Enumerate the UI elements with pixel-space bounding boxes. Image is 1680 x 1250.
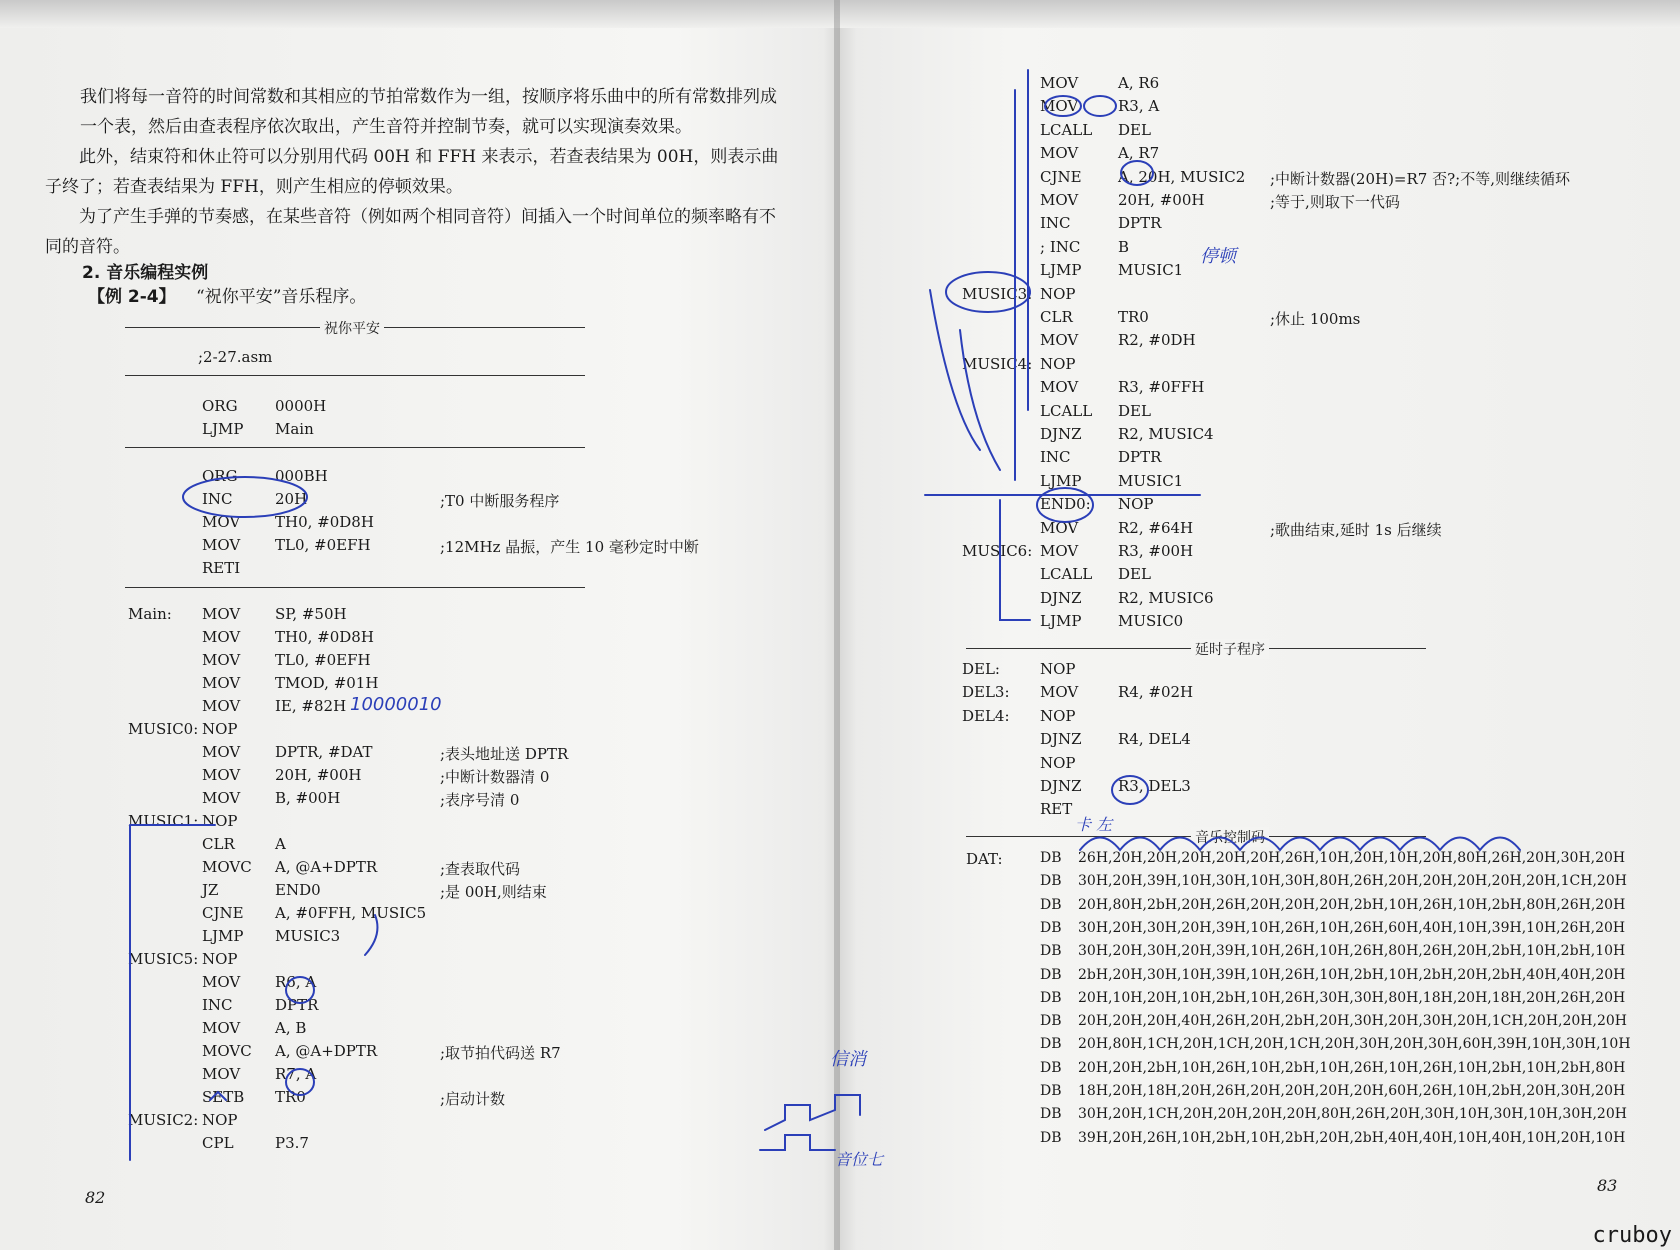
line-instruction: DJNZ (1040, 730, 1082, 749)
line-instruction: INC (202, 996, 233, 1014)
db-values: 2bH,20H,30H,10H,39H,10H,26H,10H,2bH,10H,2bH,20H,2bH,40H,40H,20H (1078, 966, 1626, 983)
line-instruction: MOV (202, 743, 241, 761)
line-label: DEL4: (962, 706, 1010, 725)
line-operand: 20H, #00H (1118, 191, 1205, 209)
right-page (840, 0, 1680, 1250)
line-operand: MUSIC0 (1118, 612, 1184, 631)
db-values: 20H,80H,2bH,20H,26H,20H,20H,20H,2bH,10H,26H,10H,2bH,80H,26H,20H (1078, 896, 1626, 913)
line-instruction: MOV (202, 1065, 241, 1083)
line-instruction: LJMP (1040, 261, 1082, 280)
line-operand: P3.7 (275, 1134, 309, 1152)
line-instruction: CPL (202, 1134, 234, 1152)
line-operand: MUSIC1 (1118, 471, 1184, 490)
line-label: MUSIC0: (128, 720, 199, 738)
line-label: DEL3: (962, 683, 1010, 702)
line-instruction: LJMP (1040, 612, 1082, 631)
line-comment: ;中断计数器(20H)=R7 否?;不等,则继续循环 (1270, 169, 1570, 188)
line-label: MUSIC2: (128, 1111, 199, 1129)
line-operand: 0000H (275, 397, 327, 415)
line-operand: R7, A (275, 1065, 317, 1083)
line-operand: R2, #64H (1118, 518, 1194, 537)
db-values: 30H,20H,30H,20H,39H,10H,26H,10H,26H,60H,40H,10H,39H,10H,26H,20H (1078, 919, 1626, 936)
line-operand: DPTR (1118, 214, 1162, 233)
line-operand: TH0, #0D8H (275, 513, 374, 531)
line-instruction: NOP (202, 1111, 238, 1129)
db-values: 20H,20H,20H,40H,26H,20H,2bH,20H,30H,20H,30H,20H,1CH,20H,20H,20H (1078, 1013, 1627, 1030)
line-operand: NOP (1118, 495, 1154, 514)
line-instruction: RETI (202, 559, 241, 577)
line-comment: ;休止 100ms (1270, 310, 1361, 328)
line-instruction: ORG (202, 397, 238, 415)
line-label: DEL: (962, 660, 1000, 678)
line-comment: ;歌曲结束,延时 1s 后继续 (1270, 520, 1442, 539)
line-instruction: MOV (202, 605, 241, 623)
db-values: 18H,20H,18H,20H,26H,20H,20H,20H,20H,60H,26H,10H,2bH,20H,30H,20H (1078, 1083, 1626, 1099)
paragraph-3: 为了产生手弹的节奏感，在某些音符（例如两个相同音符）间插入一个时间单位的频率略有不同的音符。 (45, 207, 776, 257)
db-keyword: DB (1040, 1059, 1062, 1076)
db-values: 39H,20H,26H,10H,2bH,10H,2bH,20H,2bH,40H,40H,10H,40H,10H,20H,10H (1078, 1129, 1626, 1146)
line-operand: B (1118, 237, 1130, 256)
line-operand: TH0, #0D8H (275, 628, 374, 646)
line-instruction: CJNE (202, 904, 244, 922)
line-operand: MUSIC3 (275, 927, 341, 945)
line-comment: ;T0 中断服务程序 (440, 492, 560, 510)
line-instruction: CLR (202, 835, 235, 853)
line-instruction: JZ (202, 881, 219, 899)
hand-left: 卡 左 (1075, 815, 1113, 834)
line-operand: A, #0FFH, MUSIC5 (275, 904, 427, 922)
db-keyword: DB (1040, 1036, 1062, 1053)
page-number-left: 82 (85, 1188, 106, 1207)
line-operand: TMOD, #01H (275, 674, 379, 692)
line-operand: R3, A (1118, 97, 1160, 116)
line-instruction: MOV (202, 536, 241, 554)
line-operand: DPTR, #DAT (275, 743, 373, 761)
line-operand: DEL (1118, 565, 1151, 584)
line-operand: 20H, #00H (275, 766, 362, 784)
line-operand: A (275, 835, 286, 853)
line-label: MUSIC5: (128, 950, 199, 968)
line-instruction: MOV (1040, 331, 1079, 350)
separator-delay-text: 延时子程序 (1191, 639, 1269, 659)
hand-pause: 停顿 (1200, 246, 1236, 267)
db-values: 30H,20H,30H,20H,39H,10H,26H,10H,26H,80H,26H,20H,2bH,10H,2bH,10H (1078, 943, 1626, 960)
line-comment: ;是 00H,则结束 (440, 883, 547, 901)
line-operand: A, @A+DPTR (275, 1042, 378, 1060)
line-operand: A, R7 (1118, 144, 1160, 163)
line-comment: ;中断计数器清 0 (440, 768, 550, 786)
line-operand: TL0, #0EFH (275, 536, 371, 554)
separator-delay (966, 642, 1426, 658)
line-instruction: MOV (202, 674, 241, 692)
db-keyword: DB (1040, 873, 1062, 890)
line-operand: R3, DEL3 (1118, 777, 1191, 795)
line-instruction: DJNZ (1040, 425, 1082, 443)
line-instruction: MOV (1040, 683, 1079, 702)
line-comment: ;12MHz 晶振，产生 10 毫秒定时中断 (440, 538, 699, 556)
line-instruction: MOVC (202, 1042, 252, 1060)
line-instruction: CLR (1040, 308, 1073, 326)
line-operand: R3, #00H (1118, 542, 1194, 560)
section-heading: 2. 音乐编程实例 (82, 263, 209, 283)
line-instruction: MOV (1040, 378, 1079, 397)
line-operand: R3, #0FFH (1118, 378, 1205, 397)
line-instruction: MOV (202, 651, 241, 669)
line-instruction: MOVC (202, 858, 252, 876)
line-operand: R6, A (275, 973, 317, 991)
db-values: 20H,80H,1CH,20H,1CH,20H,1CH,20H,30H,20H,30H,60H,39H,10H,30H,10H (1078, 1036, 1631, 1053)
separator (125, 587, 585, 588)
line-comment: ;查表取代码 (440, 860, 521, 878)
line-operand: A, R6 (1118, 74, 1160, 92)
line-instruction: LCALL (1040, 401, 1093, 420)
line-label: MUSIC4: (962, 354, 1033, 373)
db-keyword: DB (1040, 850, 1062, 866)
line-instruction: ; INC (1040, 237, 1081, 256)
line-operand: R4, #02H (1118, 683, 1194, 702)
hand-note: 信消 (830, 1049, 866, 1070)
separator (125, 447, 585, 448)
line-instruction: NOP (1040, 753, 1076, 772)
line-instruction: MOV (202, 697, 241, 715)
line-instruction: DJNZ (1040, 777, 1082, 795)
line-comment: ;表头地址送 DPTR (440, 745, 569, 763)
line-operand: B, #00H (275, 789, 341, 807)
line-instruction: MOV (202, 513, 241, 531)
db-keyword: DB (1040, 989, 1062, 1006)
line-instruction: LJMP (202, 420, 244, 438)
line-instruction: INC (1040, 448, 1071, 467)
separator (125, 375, 585, 376)
line-operand: SP, #50H (275, 605, 347, 623)
line-label: MUSIC6: (962, 542, 1033, 560)
line-comment: ;取节拍代码送 R7 (440, 1044, 561, 1062)
line-instruction: NOP (1040, 354, 1076, 373)
line-operand: DEL (1118, 401, 1151, 420)
line-instruction: LJMP (202, 927, 244, 945)
line-instruction: LCALL (1040, 120, 1093, 139)
db-keyword: DB (1040, 1013, 1062, 1030)
line-label: MUSIC1: (128, 812, 199, 830)
db-keyword: DB (1040, 966, 1062, 983)
line-instruction: MOV (202, 973, 241, 991)
line-instruction: LJMP (1040, 471, 1082, 490)
db-keyword: DB (1040, 943, 1062, 960)
line-operand: 000BH (275, 467, 328, 485)
line-operand: A, @A+DPTR (275, 858, 378, 876)
separator-music-text: 音乐控制码 (1191, 827, 1269, 847)
line-instruction: INC (202, 490, 233, 508)
separator-music (966, 830, 1426, 846)
line-comment: ;表序号清 0 (440, 791, 520, 809)
dat-label: DAT: (966, 850, 1003, 868)
line-instruction: CJNE (1040, 167, 1082, 186)
line-operand: R2, MUSIC4 (1118, 425, 1214, 443)
line-instruction: MOV (202, 766, 241, 784)
db-keyword: DB (1040, 1129, 1062, 1146)
paragraph-2: 此外，结束符和休止符可以分别用代码 00H 和 FFH 来表示，若查表结果为 00H，则表示曲子终了；若查表结果为 FFH，则产生相应的停顿效果。 (45, 147, 779, 197)
line-operand: END0 (275, 881, 321, 899)
line-operand: 20H (275, 490, 308, 508)
line-operand: TR0 (275, 1088, 306, 1106)
line-comment: ;启动计数 (440, 1090, 506, 1108)
line-instruction: RET (1040, 800, 1073, 819)
line-instruction: MOV (1040, 518, 1079, 537)
line-instruction: MOV (1040, 97, 1079, 116)
line-comment: ;等于,则取下一代码 (1270, 193, 1400, 211)
db-keyword: DB (1040, 1083, 1062, 1099)
line-operand: R2, #0DH (1118, 331, 1196, 350)
hand-note-2: 音位七 (835, 1150, 884, 1169)
line-instruction: NOP (1040, 706, 1076, 725)
line-label: Main: (128, 605, 172, 623)
example-title: “祝你平安”音乐程序。 (196, 287, 367, 307)
db-values: 20H,20H,2bH,10H,26H,10H,2bH,10H,26H,10H,26H,10H,2bH,10H,2bH,80H (1078, 1059, 1626, 1076)
line-instruction: NOP (202, 720, 238, 738)
line-instruction: NOP (1040, 284, 1076, 303)
hand-binary: 10000010 (350, 694, 442, 715)
line-instruction: LCALL (1040, 565, 1093, 584)
example-tag: 【例 2-4】 (88, 287, 176, 307)
db-values: 26H,20H,20H,20H,20H,20H,26H,10H,20H,10H,20H,80H,26H,20H,30H,20H (1078, 850, 1626, 866)
line-instruction: MOV (1040, 191, 1079, 209)
line-instruction: NOP (1040, 660, 1076, 678)
line-operand: R4, DEL4 (1118, 730, 1191, 749)
line-operand: Main (275, 420, 314, 438)
line-operand: R2, MUSIC6 (1118, 588, 1214, 607)
line-instruction: MOV (1040, 74, 1079, 92)
db-keyword: DB (1040, 896, 1062, 913)
line-operand: TR0 (1118, 308, 1149, 326)
line-instruction: MOV (202, 628, 241, 646)
separator-title-text: 祝你平安 (320, 318, 384, 338)
line-instruction: DJNZ (1040, 588, 1082, 607)
db-values: 30H,20H,1CH,20H,20H,20H,20H,80H,26H,20H,30H,10H,30H,10H,30H,20H (1078, 1106, 1627, 1123)
line-instruction: ORG (202, 467, 238, 485)
db-keyword: DB (1040, 919, 1062, 936)
line-operand: DEL (1118, 120, 1151, 139)
db-keyword: DB (1040, 1106, 1062, 1123)
line-instruction: NOP (202, 812, 238, 830)
page-number-right: 83 (1597, 1176, 1618, 1195)
line-operand: IE, #82H (275, 697, 347, 715)
left-page (0, 0, 834, 1250)
line-instruction: MOV (1040, 144, 1079, 163)
line-instruction: MOV (202, 1019, 241, 1037)
separator-title (125, 321, 585, 337)
paragraph-1: 我们将每一音符的时间常数和其相应的节拍常数作为一组，按顺序将乐曲中的所有常数排列成一个表，然后由查表程序依次取出，产生音符并控制节奏，就可以实现演奏效果。 (80, 87, 777, 137)
line-instruction: MOV (202, 789, 241, 807)
line-operand: DPTR (1118, 448, 1162, 467)
line-instruction: MOV (1040, 542, 1079, 560)
db-values: 30H,20H,39H,10H,30H,10H,30H,80H,26H,20H,20H,20H,20H,20H,1CH,20H (1078, 873, 1627, 890)
line-operand: A, 20H, MUSIC2 (1118, 167, 1246, 186)
line-label: MUSIC3: (962, 284, 1033, 303)
line-instruction: SETB (202, 1088, 245, 1106)
line-operand: DPTR (275, 996, 319, 1014)
watermark: cruboy (1592, 1223, 1672, 1248)
line-operand: TL0, #0EFH (275, 651, 371, 669)
line-instruction: END0: (1040, 495, 1091, 514)
filename: ;2-27.asm (198, 348, 273, 366)
line-instruction: NOP (202, 950, 238, 968)
line-operand: A, B (275, 1019, 307, 1037)
line-operand: MUSIC1 (1118, 261, 1184, 280)
line-instruction: INC (1040, 214, 1071, 233)
db-values: 20H,10H,20H,10H,2bH,10H,26H,30H,30H,80H,18H,20H,18H,20H,26H,20H (1078, 989, 1626, 1006)
